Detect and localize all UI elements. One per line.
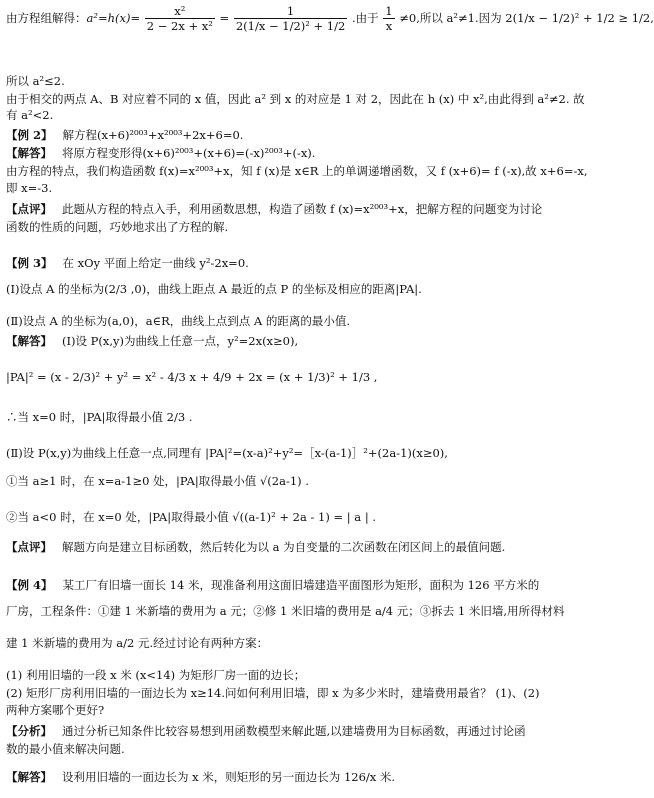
line-20 [6, 540, 579, 554]
line-24: (1) 利用旧墙的一段 x 米 (x<14) 为矩形厂房一面的边长； [6, 668, 306, 682]
fraction: $\frac{1}{\text{2(1/x − 1/2)² + 1/2}}$ [235, 4, 346, 34]
math: a²=h(x)= [86, 10, 141, 25]
text: 设利用旧墙的一面边长为 x 米，则矩形的另一面边长为 126/x 米. [62, 770, 396, 784]
fraction: $\frac{\text{x²}}{\text{2 − 2x + x²}}$ [146, 4, 213, 34]
line-3: 由于相交的两点 A、B 对应着不同的 x 值，因此 a² 到 x 的对应是 1 对 2，因此在 h (x) 中 x²,由此得到 a²≠2. 故 [6, 92, 585, 106]
line-27 [6, 724, 579, 738]
line-16: ∴当 x=0 时，|PA|取得最小值 2/3 . [6, 410, 193, 424]
line-25: (2) 矩形厂房利用旧墙的一面边长为 x≥14.问如何利用旧墙，即 x 为多少米时，建墙费用最省？ (1)、(2) [6, 686, 540, 700]
line-11 [6, 256, 579, 270]
answer-tag: 【解答】 [6, 146, 52, 160]
answer-tag: 【解答】 [6, 770, 52, 784]
answer-tag: 【解答】 [6, 334, 52, 348]
review-tag: 【点评】 [6, 202, 52, 216]
line-9 [6, 202, 579, 216]
line-4: 有 a²<2. [6, 108, 54, 122]
line-28: 数的最小值来解决问题. [6, 742, 125, 756]
line-23: 建 1 米新墙的费用为 a/2 元.经过讨论有两种方案： [6, 636, 269, 650]
line-10: 函数的性质的问题，巧妙地求出了方程的解. [6, 220, 229, 234]
line-29 [6, 770, 579, 784]
line-18: ①当 a≥1 时，在 x=a-1≥0 处，|PA|取得最小值 √(2a-1) . [6, 474, 309, 488]
line-6 [6, 146, 579, 160]
review-tag: 【点评】 [6, 540, 52, 554]
example-tag: 【例 4】 [6, 578, 53, 592]
line-7: 由方程的特点，我们构造函数 f(x)=x²⁰⁰³+x，知 f (x)是 x∈R 上的单调递增函数，又 f (x+6)= f (-x),故 x+6=-x, [6, 164, 588, 178]
example-tag: 【例 3】 [6, 256, 53, 270]
line-17: (Ⅱ)设 P(x,y)为曲线上任意一点,同理有 |PA|²=(x-a)²+y²=［x-(a-1)］²+(2a-1)(x≥0), [6, 446, 448, 460]
line-19: ②当 a<0 时，在 x=0 处，|PA|取得最小值 √((a-1)² + 2a - 1) = | a | . [6, 510, 377, 524]
line-14 [6, 334, 579, 348]
text: 将原方程变形得(x+6)²⁰⁰³+(x+6)=(-x)²⁰⁰³+(-x). [62, 146, 316, 160]
line-22: 厂房，工程条件：①建 1 米新墙的费用为 a 元；②修 1 米旧墙的费用是 a/4 元；③拆去 1 米旧墙,用所得材料 [6, 604, 565, 618]
text: 此题从方程的特点入手，利用函数思想，构造了函数 f (x)=x²⁰⁰³+x，把解方程的问题变为讨论 [62, 202, 543, 216]
text: 通过分析已知条件比较容易想到用函数模型来解此题,以建墙费用为目标函数，再通过讨论函 [62, 724, 526, 738]
text: .由于 [351, 10, 379, 25]
fraction: $\frac{1}{x}$ [385, 4, 393, 34]
line-12: (Ⅰ)设点 A 的坐标为(2/3 ,0)，曲线上距点 A 最近的点 P 的坐标及相应的距离|PA|. [6, 282, 422, 296]
text: 解题方向是建立目标函数，然后转化为以 a 为自变量的二次函数在闭区间上的最值问题. [62, 540, 506, 554]
line-21 [6, 578, 579, 592]
line-1: 由方程组解得：a²=h(x)= $\frac{\text{x²}}{\text{2 − 2x + x²}}$ = $\frac{1}{\text{2(1/x − 1/2)² + 1/2}}$ .由于 $\frac{1}{x}$ ≠0,所以 a²≠1.因为 2(1/x − 1/2)² + 1/2 ≥ 1/2, [6, 4, 654, 34]
analysis-tag: 【分析】 [6, 724, 52, 738]
line-2: 所以 a²≤2. [6, 74, 65, 88]
example-tag: 【例 2】 [6, 128, 53, 142]
line-8: 即 x=-3. [6, 181, 53, 195]
line-26: 两种方案哪个更好? [6, 703, 105, 717]
text: 由方程组解得： [6, 10, 87, 25]
text: ≠0,所以 a²≠1.因为 2(1/x − 1/2)² + 1/2 ≥ 1/2, [399, 10, 654, 25]
text: (Ⅰ)设 P(x,y)为曲线上任意一点，y²=2x(x≥0), [62, 334, 299, 348]
text: 在 xOy 平面上给定一曲线 y²-2x=0. [62, 256, 249, 270]
text: 解方程(x+6)²⁰⁰³+x²⁰⁰³+2x+6=0. [62, 128, 244, 142]
line-13: (Ⅱ)设点 A 的坐标为(a,0)，a∈R，曲线上点到点 A 的距离的最小值. [6, 314, 351, 328]
text: 某工厂有旧墙一面长 14 米，现准备利用这面旧墙建造平面图形为矩形，面积为 126 平方米的 [62, 578, 540, 592]
line-5 [6, 128, 579, 142]
line-15: |PA|² = (x - 2/3)² + y² = x² - 4/3 x + 4/9 + 2x = (x + 1/3)² + 1/3 , [6, 370, 378, 384]
